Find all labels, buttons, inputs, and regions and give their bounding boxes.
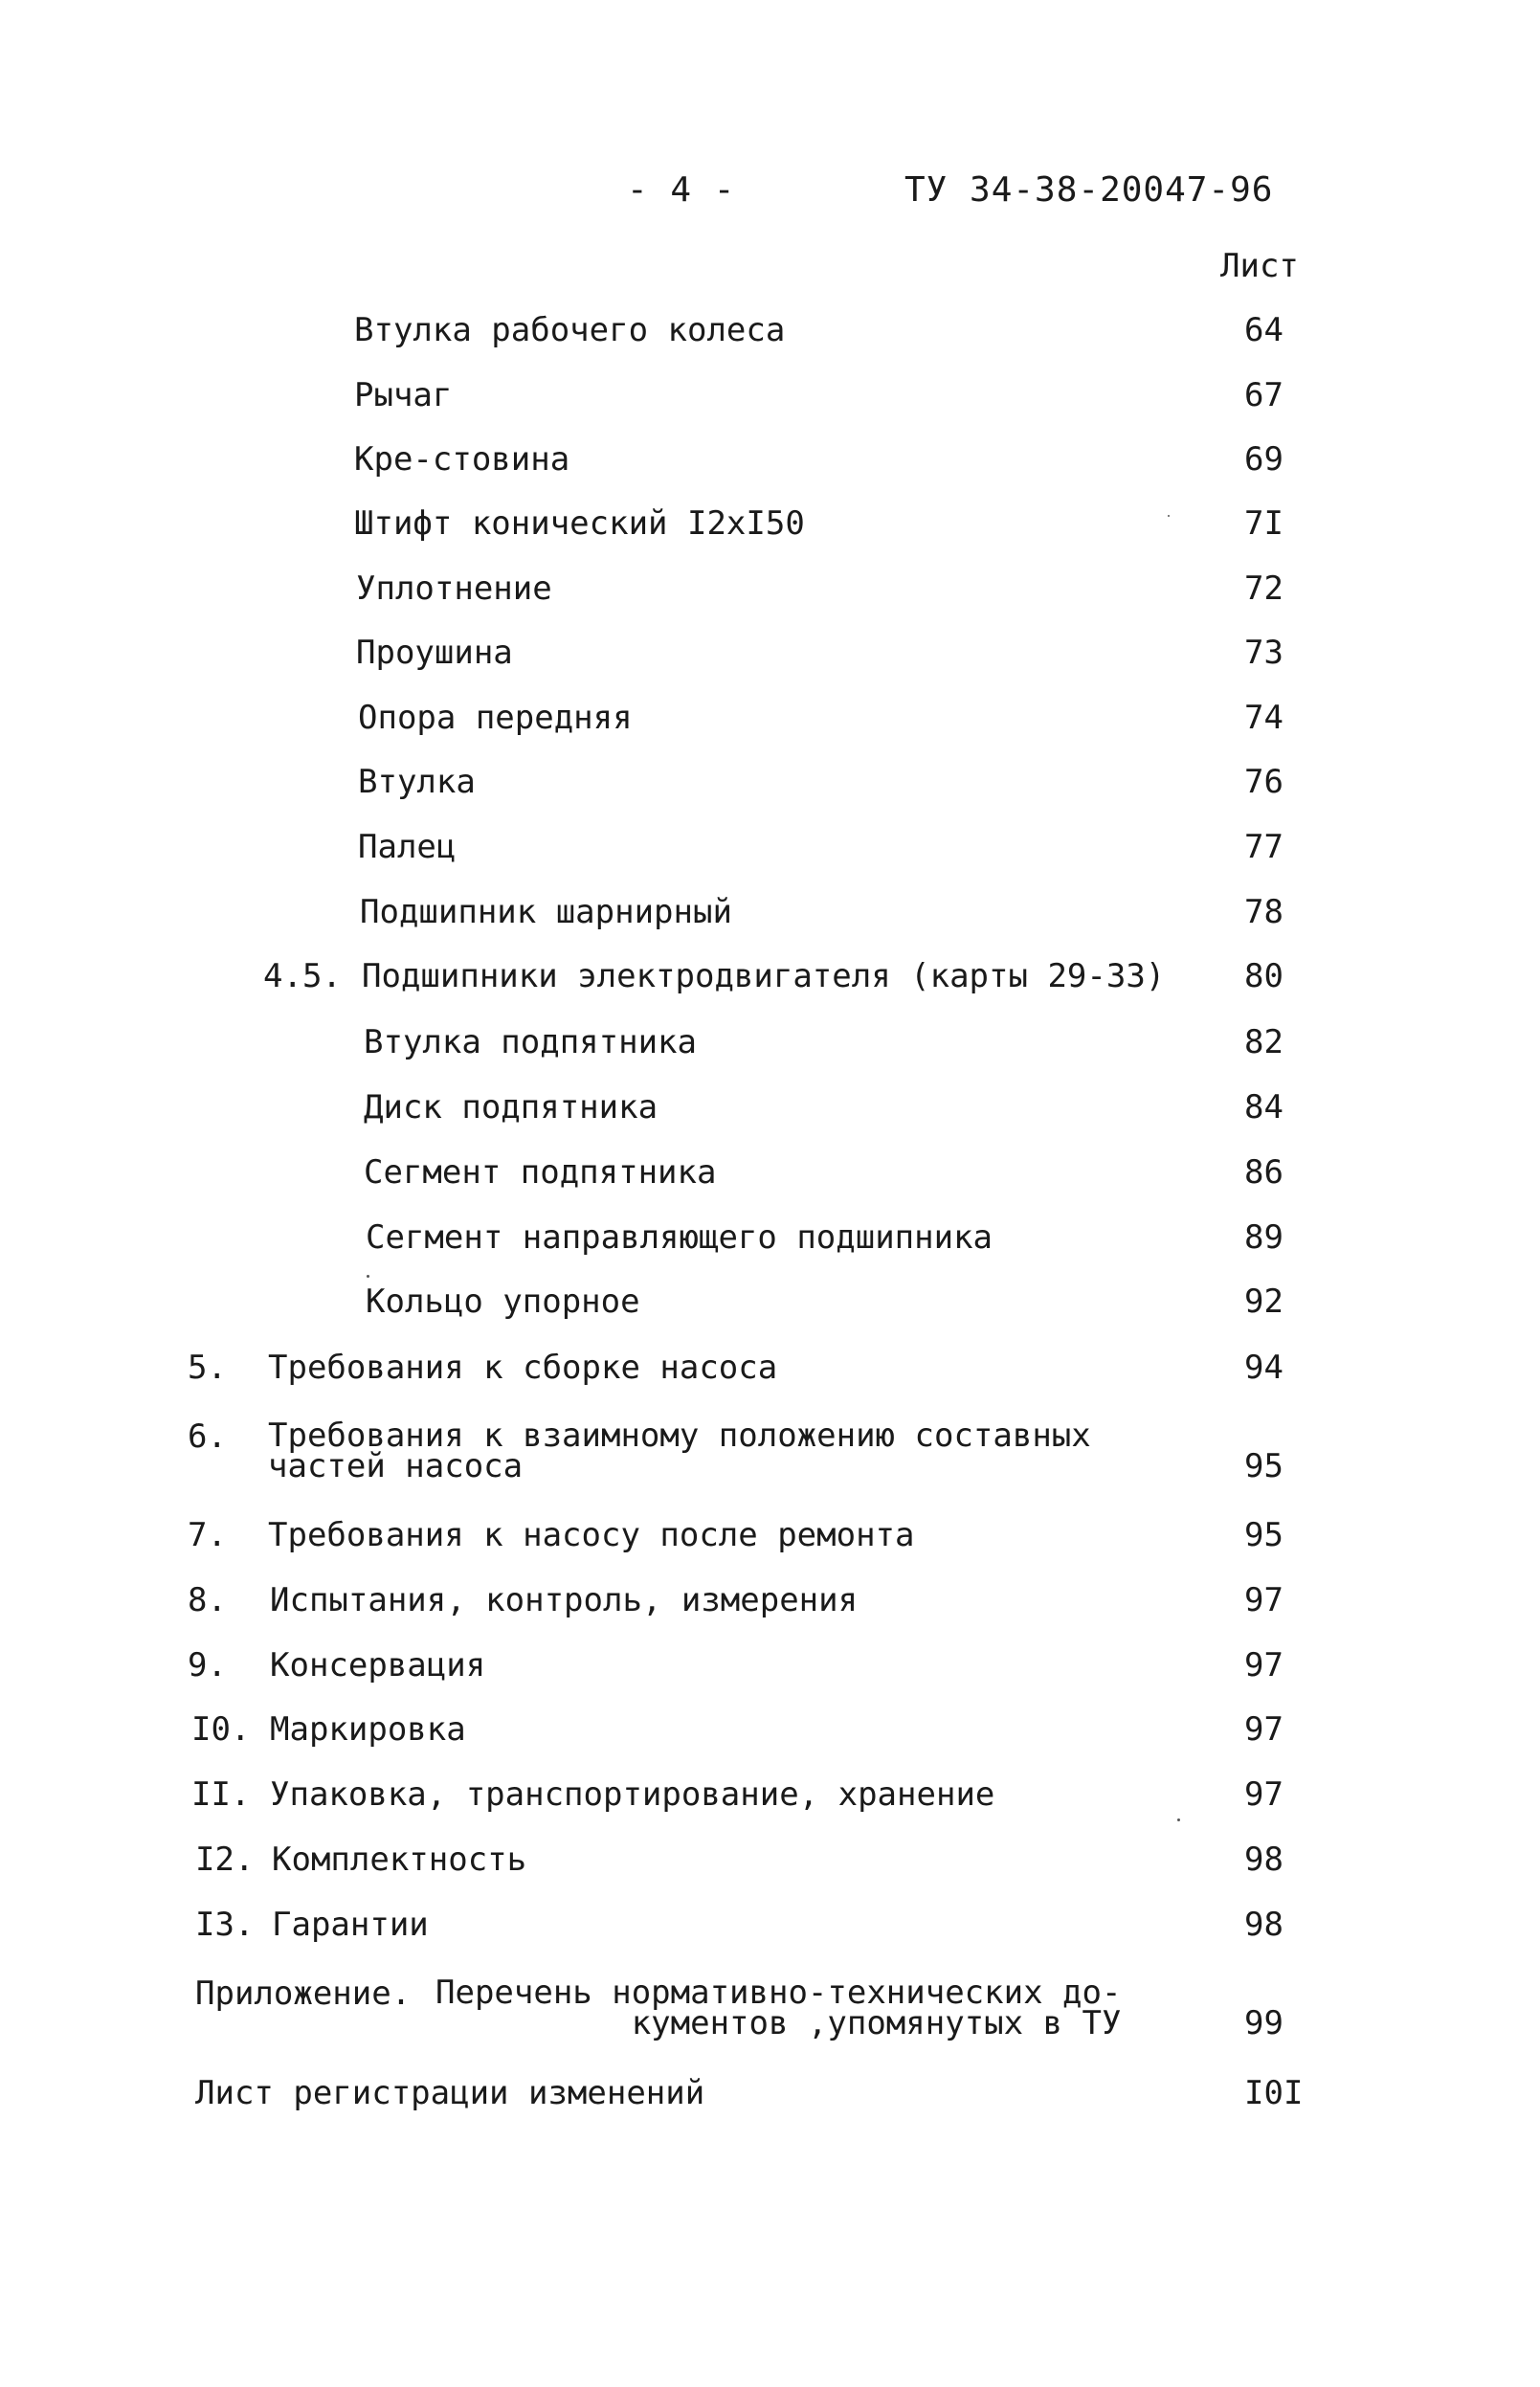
toc-entry-title: Консервация — [270, 1646, 486, 1684]
toc-entry-page: 98 — [1244, 1906, 1283, 1944]
toc-entry-page: 95 — [1244, 1447, 1283, 1485]
toc-entry-title: Перечень нормативно-технических до- кументов ,упомянутых в ТУ — [435, 1974, 1122, 2042]
toc-entry-title: Палец — [358, 828, 457, 866]
toc-entry-number: 7. — [188, 1516, 227, 1554]
toc-entry-page: 94 — [1244, 1349, 1283, 1387]
toc-entry-title: Кольцо упорное — [366, 1283, 640, 1321]
toc-entry-page: I0I — [1244, 2074, 1304, 2112]
toc-entry-number: II. — [191, 1775, 251, 1814]
toc-entry-title: Маркировка — [270, 1710, 466, 1749]
page-number: - 4 - — [627, 170, 736, 210]
toc-entry-number: Приложение. — [195, 1974, 412, 2013]
toc-entry-page: 84 — [1244, 1088, 1283, 1127]
toc-entry-page: 98 — [1244, 1840, 1283, 1879]
toc-entry-title: Испытания, контроль, измерения — [270, 1581, 859, 1619]
toc-entry-title: Сегмент подпятника — [364, 1153, 717, 1192]
toc-entry-title: Требования к сборке насоса — [268, 1349, 778, 1387]
toc-entry-number: I2. — [195, 1840, 255, 1879]
toc-entry-number: 4.5. — [263, 957, 342, 995]
toc-entry-title: Гарантии — [272, 1906, 429, 1944]
toc-entry-number: 5. — [188, 1349, 227, 1387]
toc-entry-title: Втулка рабочего колеса — [354, 311, 786, 349]
toc-entry-title: Проушина — [356, 634, 513, 672]
toc-entry-title: Опора передняя — [358, 699, 633, 737]
scan-speck — [1177, 1818, 1180, 1821]
toc-entry-title: Требования к насосу после ремонта — [268, 1516, 915, 1554]
toc-entry-title: Диск подпятника — [364, 1088, 658, 1127]
toc-entry-title: Штифт конический I2xI50 — [354, 504, 805, 543]
toc-entry-title: Лист регистрации изменений — [195, 2074, 705, 2112]
toc-entry-page: 82 — [1244, 1023, 1283, 1061]
toc-entry-title: Упаковка, транспортирование, хранение — [270, 1775, 995, 1814]
toc-entry-title: Комплектность — [272, 1840, 527, 1879]
document-code: ТУ 34-38-20047-96 — [904, 170, 1274, 210]
toc-entry-page: 97 — [1244, 1775, 1283, 1814]
toc-entry-page: 97 — [1244, 1710, 1283, 1749]
toc-entry-title: Кре-стовина — [354, 440, 570, 479]
toc-entry-number: 6. — [188, 1417, 227, 1456]
toc-entry-title: Сегмент направляющего подшипника — [366, 1218, 993, 1257]
toc-entry-page: 95 — [1244, 1516, 1283, 1554]
scan-speck — [1168, 515, 1170, 517]
toc-entry-page: 78 — [1244, 893, 1283, 931]
toc-entry-number: 8. — [188, 1581, 227, 1619]
toc-entry-page: 97 — [1244, 1646, 1283, 1684]
toc-entry-page: 64 — [1244, 311, 1283, 349]
toc-entry-number: I0. — [191, 1710, 251, 1749]
sheet-column-heading: Лист — [1220, 247, 1299, 285]
toc-entry-title: Подшипник шарнирный — [360, 893, 732, 931]
toc-entry-page: 80 — [1244, 957, 1283, 995]
toc-entry-page: 69 — [1244, 440, 1283, 479]
toc-entry-page: 67 — [1244, 376, 1283, 414]
toc-entry-page: 72 — [1244, 569, 1283, 608]
toc-entry-title: Требования к взаимному положению составных частей насоса — [268, 1417, 1091, 1485]
toc-entry-page: 97 — [1244, 1581, 1283, 1619]
toc-entry-title: Уплотнение — [356, 569, 552, 608]
toc-entry-title: Втулка — [358, 763, 476, 801]
toc-entry-page: 7I — [1244, 504, 1283, 543]
toc-entry-page: 92 — [1244, 1283, 1283, 1321]
toc-entry-title: Подшипники электродвигателя (карты 29-33) — [362, 957, 1166, 995]
scan-speck — [367, 1275, 369, 1278]
toc-entry-title: Втулка подпятника — [364, 1023, 697, 1061]
toc-entry-number: I3. — [195, 1906, 255, 1944]
toc-entry-page: 86 — [1244, 1153, 1283, 1192]
toc-entry-title: Рычаг — [354, 376, 453, 414]
toc-entry-page: 77 — [1244, 828, 1283, 866]
toc-entry-page: 99 — [1244, 2004, 1283, 2042]
toc-entry-number: 9. — [188, 1646, 227, 1684]
toc-entry-page: 74 — [1244, 699, 1283, 737]
toc-entry-page: 89 — [1244, 1218, 1283, 1257]
toc-entry-page: 76 — [1244, 763, 1283, 801]
toc-entry-page: 73 — [1244, 634, 1283, 672]
